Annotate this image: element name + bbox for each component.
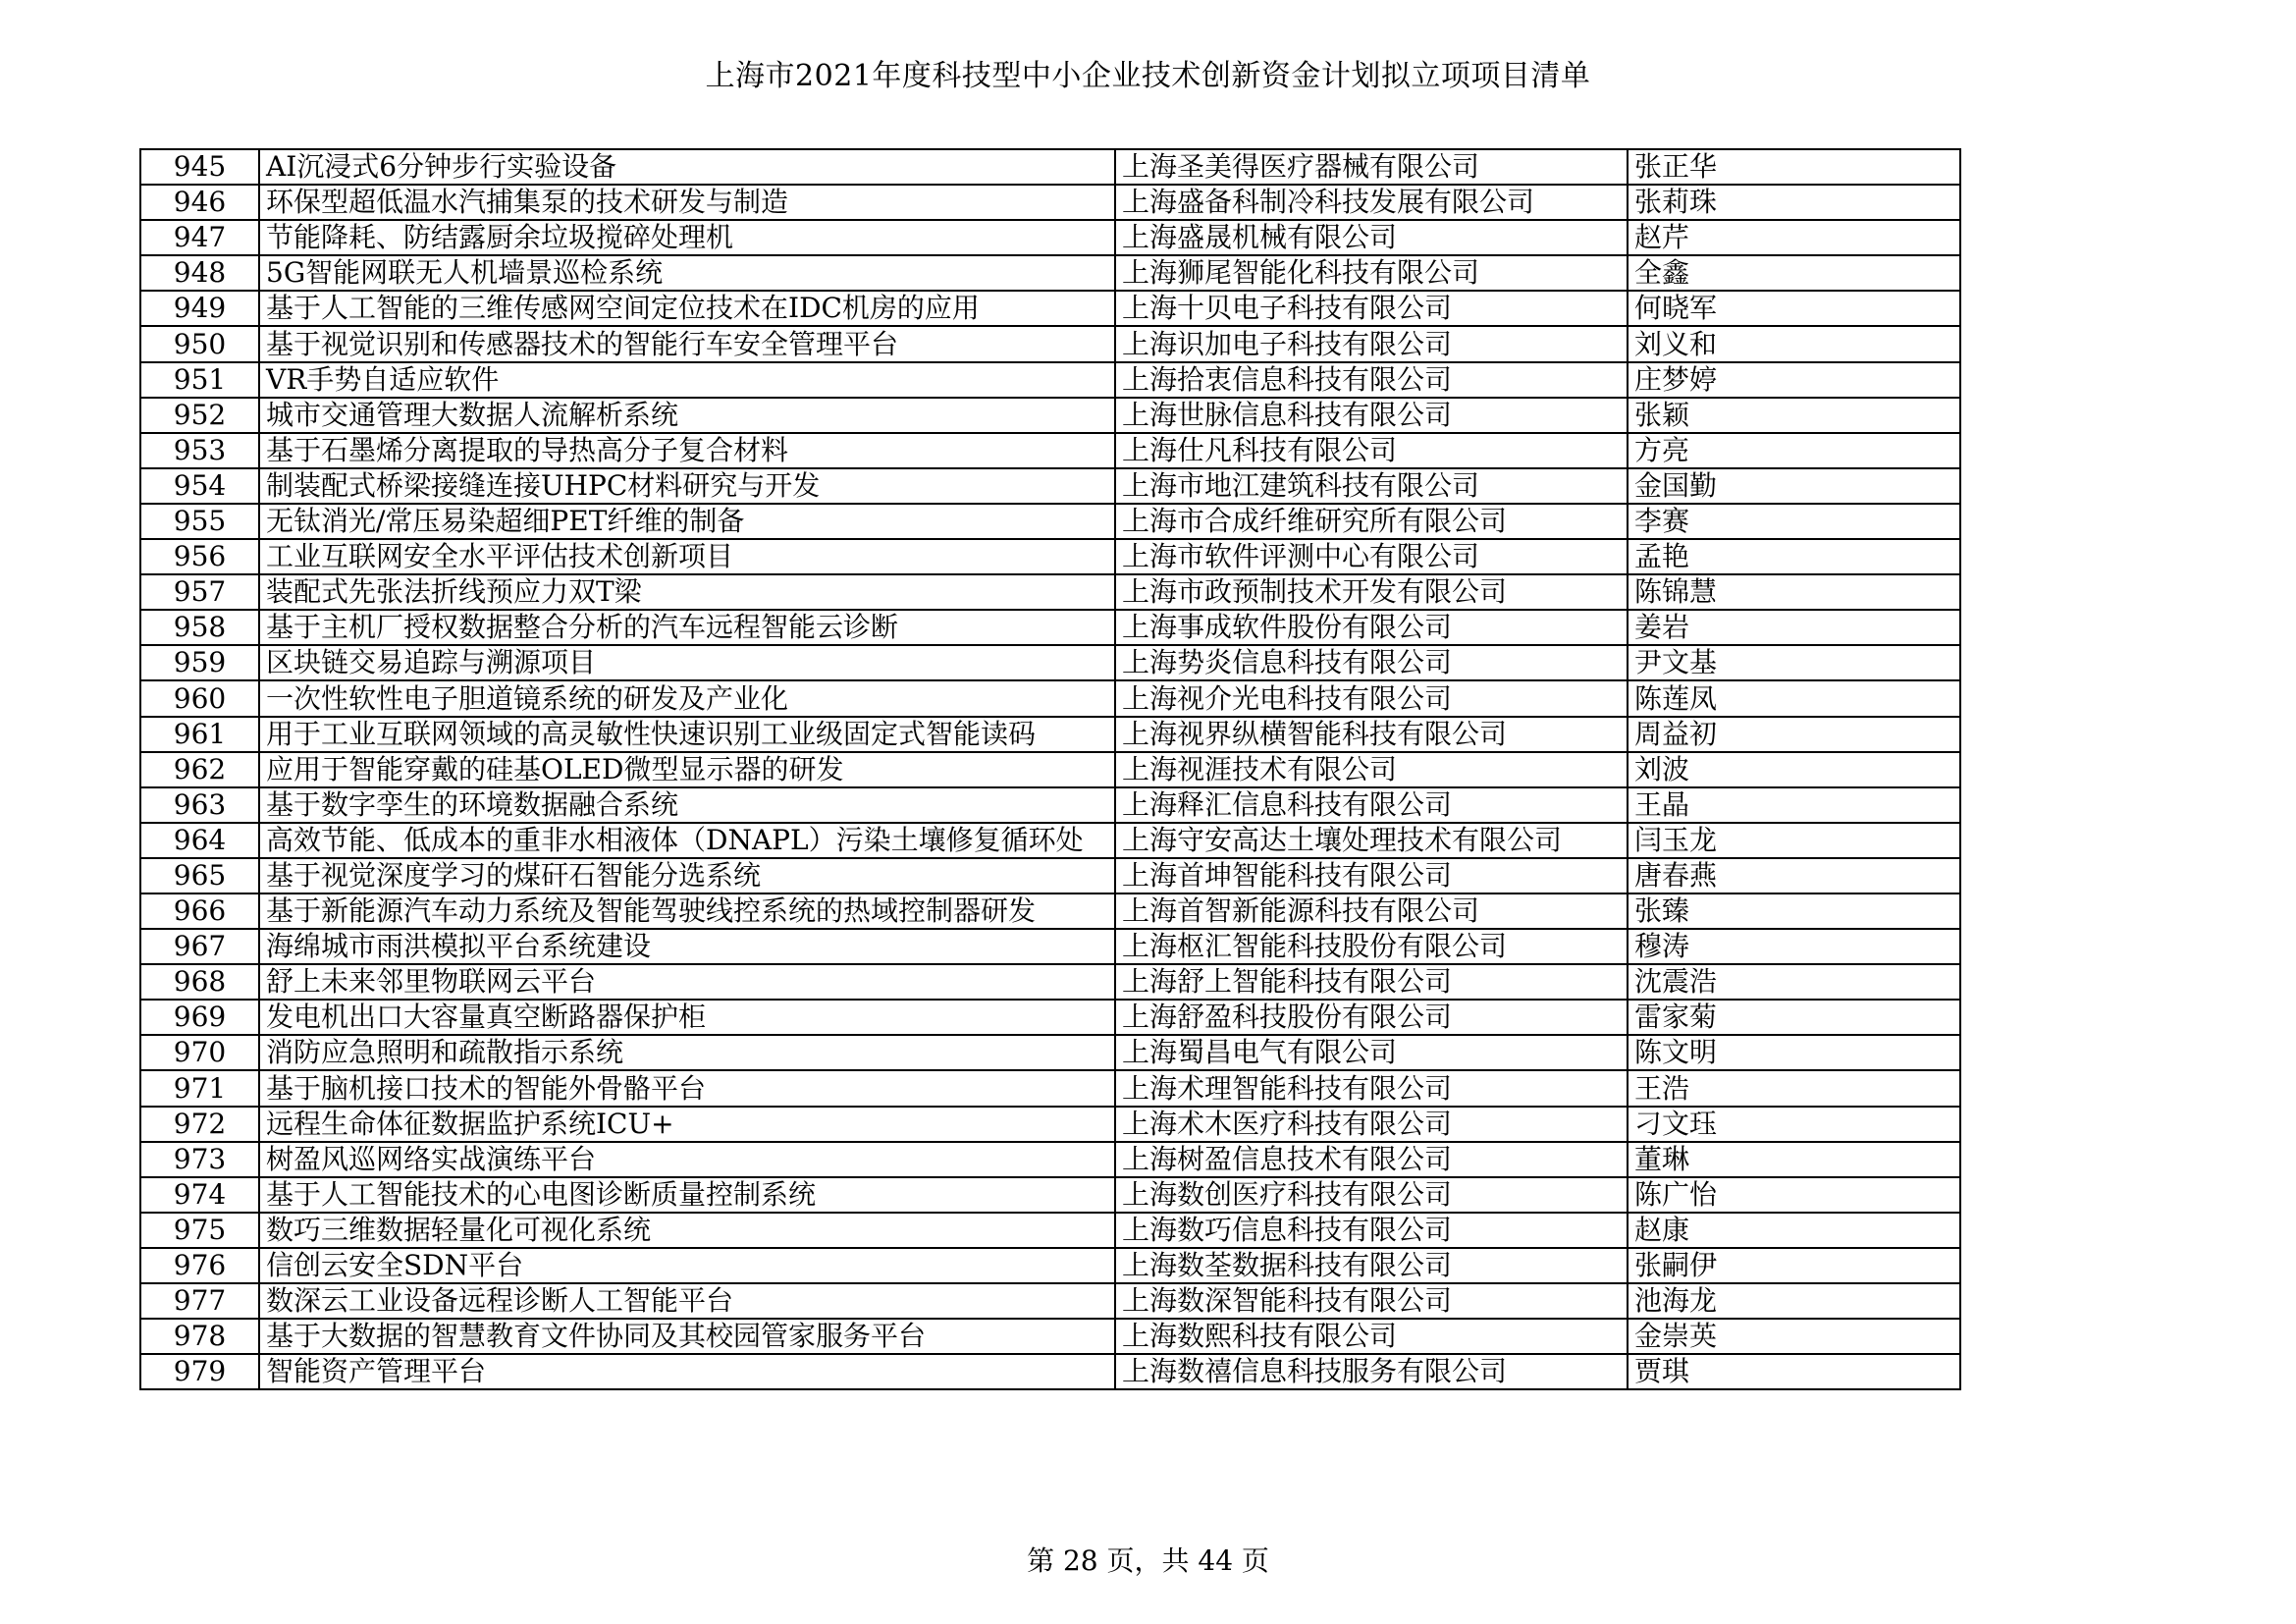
company-name: 上海市合成纤维研究所有限公司 [1115, 504, 1628, 539]
contact-person: 刘义和 [1628, 326, 1960, 361]
contact-person: 陈广怡 [1628, 1177, 1960, 1213]
contact-person: 金国勤 [1628, 468, 1960, 504]
company-name: 上海势炎信息科技有限公司 [1115, 645, 1628, 680]
contact-person: 赵康 [1628, 1213, 1960, 1248]
page-title: 上海市2021年度科技型中小企业技术创新资金计划拟立项项目清单 [705, 59, 1591, 93]
table-row [140, 255, 1960, 291]
company-name: 上海数深智能科技有限公司 [1115, 1283, 1628, 1319]
table-row [140, 468, 1960, 504]
project-name: 5G智能网联无人机墙景巡检系统 [259, 255, 1115, 291]
table-row [140, 752, 1960, 787]
table-row [140, 291, 1960, 326]
project-name: 制装配式桥梁接缝连接UHPC材料研究与开发 [259, 468, 1115, 504]
contact-person: 方亮 [1628, 433, 1960, 468]
row-number: 951 [140, 362, 259, 398]
project-name: 装配式先张法折线预应力双T梁 [259, 574, 1115, 610]
contact-person: 尹文基 [1628, 645, 1960, 680]
contact-person: 沈震浩 [1628, 964, 1960, 1000]
row-number: 959 [140, 645, 259, 680]
company-name: 上海数熙科技有限公司 [1115, 1319, 1628, 1354]
project-name: 基于人工智能技术的心电图诊断质量控制系统 [259, 1177, 1115, 1213]
table-row [140, 1177, 1960, 1213]
row-number: 965 [140, 858, 259, 893]
project-name: 树盈风巡网络实战演练平台 [259, 1142, 1115, 1177]
row-number: 945 [140, 149, 259, 185]
company-name: 上海市地江建筑科技有限公司 [1115, 468, 1628, 504]
table-row [140, 1213, 1960, 1248]
table-row [140, 1248, 1960, 1283]
row-number: 946 [140, 185, 259, 220]
contact-person: 张嗣伊 [1628, 1248, 1960, 1283]
project-name: 应用于智能穿戴的硅基OLED微型显示器的研发 [259, 752, 1115, 787]
contact-person: 王晶 [1628, 787, 1960, 823]
company-name: 上海释汇信息科技有限公司 [1115, 787, 1628, 823]
company-name: 上海视介光电科技有限公司 [1115, 680, 1628, 716]
company-name: 上海蜀昌电气有限公司 [1115, 1035, 1628, 1070]
row-number: 958 [140, 610, 259, 645]
project-name: 基于视觉识别和传感器技术的智能行车安全管理平台 [259, 326, 1115, 361]
row-number: 957 [140, 574, 259, 610]
contact-person: 全鑫 [1628, 255, 1960, 291]
row-number: 961 [140, 717, 259, 752]
row-number: 952 [140, 398, 259, 433]
company-name: 上海数创医疗科技有限公司 [1115, 1177, 1628, 1213]
row-number: 967 [140, 929, 259, 964]
row-number: 971 [140, 1070, 259, 1106]
row-number: 949 [140, 291, 259, 326]
contact-person: 唐春燕 [1628, 858, 1960, 893]
project-name: 数深云工业设备远程诊断人工智能平台 [259, 1283, 1115, 1319]
company-name: 上海仕凡科技有限公司 [1115, 433, 1628, 468]
table-row [140, 717, 1960, 752]
table-row [140, 1070, 1960, 1106]
table-row [140, 645, 1960, 680]
row-number: 960 [140, 680, 259, 716]
contact-person: 李赛 [1628, 504, 1960, 539]
contact-person: 陈莲凤 [1628, 680, 1960, 716]
project-name: 基于新能源汽车动力系统及智能驾驶线控系统的热域控制器研发 [259, 893, 1115, 929]
row-number: 969 [140, 1000, 259, 1035]
contact-person: 张颖 [1628, 398, 1960, 433]
project-table-body [140, 149, 1960, 1389]
project-name: 无钛消光/常压易染超细PET纤维的制备 [259, 504, 1115, 539]
company-name: 上海数巧信息科技有限公司 [1115, 1213, 1628, 1248]
company-name: 上海树盈信息技术有限公司 [1115, 1142, 1628, 1177]
table-row [140, 823, 1960, 858]
company-name: 上海识加电子科技有限公司 [1115, 326, 1628, 361]
project-name: AI沉浸式6分钟步行实验设备 [259, 149, 1115, 185]
contact-person: 贾琪 [1628, 1354, 1960, 1389]
table-row [140, 362, 1960, 398]
row-number: 968 [140, 964, 259, 1000]
project-name: 高效节能、低成本的重非水相液体（DNAPL）污染土壤修复循环处 [259, 823, 1115, 858]
contact-person: 董琳 [1628, 1142, 1960, 1177]
table-row [140, 787, 1960, 823]
contact-person: 张臻 [1628, 893, 1960, 929]
row-number: 947 [140, 220, 259, 255]
contact-person: 池海龙 [1628, 1283, 1960, 1319]
table-row [140, 149, 1960, 185]
contact-person: 陈文明 [1628, 1035, 1960, 1070]
project-name: 基于主机厂授权数据整合分析的汽车远程智能云诊断 [259, 610, 1115, 645]
table-row [140, 1035, 1960, 1070]
contact-person: 穆涛 [1628, 929, 1960, 964]
row-number: 977 [140, 1283, 259, 1319]
contact-person: 姜岩 [1628, 610, 1960, 645]
table-row [140, 1354, 1960, 1389]
table-row [140, 1000, 1960, 1035]
table-row [140, 1319, 1960, 1354]
table-row [140, 574, 1960, 610]
project-name: 一次性软性电子胆道镜系统的研发及产业化 [259, 680, 1115, 716]
company-name: 上海首坤智能科技有限公司 [1115, 858, 1628, 893]
company-name: 上海世脉信息科技有限公司 [1115, 398, 1628, 433]
table-row [140, 858, 1960, 893]
table-row [140, 326, 1960, 361]
table-row [140, 398, 1960, 433]
row-number: 955 [140, 504, 259, 539]
project-name: 基于人工智能的三维传感网空间定位技术在IDC机房的应用 [259, 291, 1115, 326]
company-name: 上海术木医疗科技有限公司 [1115, 1107, 1628, 1142]
company-name: 上海视界纵横智能科技有限公司 [1115, 717, 1628, 752]
company-name: 上海十贝电子科技有限公司 [1115, 291, 1628, 326]
row-number: 973 [140, 1142, 259, 1177]
table-row [140, 539, 1960, 574]
table-row [140, 680, 1960, 716]
table-row [140, 1142, 1960, 1177]
company-name: 上海盛备科制冷科技发展有限公司 [1115, 185, 1628, 220]
project-name: 基于脑机接口技术的智能外骨骼平台 [259, 1070, 1115, 1106]
company-name: 上海首智新能源科技有限公司 [1115, 893, 1628, 929]
project-name: 节能降耗、防结露厨余垃圾搅碎处理机 [259, 220, 1115, 255]
company-name: 上海事成软件股份有限公司 [1115, 610, 1628, 645]
row-number: 962 [140, 752, 259, 787]
contact-person: 雷家菊 [1628, 1000, 1960, 1035]
company-name: 上海盛晟机械有限公司 [1115, 220, 1628, 255]
contact-person: 张正华 [1628, 149, 1960, 185]
company-name: 上海数禧信息科技服务有限公司 [1115, 1354, 1628, 1389]
row-number: 974 [140, 1177, 259, 1213]
table-row [140, 220, 1960, 255]
page-footer: 第 28 页，共 44 页 [1027, 1544, 1269, 1577]
project-table [139, 148, 1961, 1390]
company-name: 上海视涯技术有限公司 [1115, 752, 1628, 787]
contact-person: 闫玉龙 [1628, 823, 1960, 858]
row-number: 978 [140, 1319, 259, 1354]
contact-person: 张莉珠 [1628, 185, 1960, 220]
table-row [140, 433, 1960, 468]
contact-person: 刁文珏 [1628, 1107, 1960, 1142]
company-name: 上海市软件评测中心有限公司 [1115, 539, 1628, 574]
row-number: 970 [140, 1035, 259, 1070]
project-name: 海绵城市雨洪模拟平台系统建设 [259, 929, 1115, 964]
company-name: 上海数荃数据科技有限公司 [1115, 1248, 1628, 1283]
contact-person: 赵芹 [1628, 220, 1960, 255]
row-number: 963 [140, 787, 259, 823]
project-name: 基于数字孪生的环境数据融合系统 [259, 787, 1115, 823]
row-number: 956 [140, 539, 259, 574]
contact-person: 刘波 [1628, 752, 1960, 787]
row-number: 979 [140, 1354, 259, 1389]
contact-person: 孟艳 [1628, 539, 1960, 574]
company-name: 上海市政预制技术开发有限公司 [1115, 574, 1628, 610]
project-name: 城市交通管理大数据人流解析系统 [259, 398, 1115, 433]
contact-person: 金崇英 [1628, 1319, 1960, 1354]
row-number: 948 [140, 255, 259, 291]
row-number: 972 [140, 1107, 259, 1142]
project-name: 智能资产管理平台 [259, 1354, 1115, 1389]
company-name: 上海守安高达土壤处理技术有限公司 [1115, 823, 1628, 858]
project-name: 发电机出口大容量真空断路器保护柜 [259, 1000, 1115, 1035]
table-row [140, 929, 1960, 964]
row-number: 976 [140, 1248, 259, 1283]
row-number: 954 [140, 468, 259, 504]
project-name: 数巧三维数据轻量化可视化系统 [259, 1213, 1115, 1248]
company-name: 上海圣美得医疗器械有限公司 [1115, 149, 1628, 185]
company-name: 上海枢汇智能科技股份有限公司 [1115, 929, 1628, 964]
contact-person: 庄梦婷 [1628, 362, 1960, 398]
row-number: 964 [140, 823, 259, 858]
company-name: 上海拾衷信息科技有限公司 [1115, 362, 1628, 398]
company-name: 上海术理智能科技有限公司 [1115, 1070, 1628, 1106]
project-name: 区块链交易追踪与溯源项目 [259, 645, 1115, 680]
project-name: 环保型超低温水汽捕集泵的技术研发与制造 [259, 185, 1115, 220]
table-row [140, 893, 1960, 929]
row-number: 975 [140, 1213, 259, 1248]
table-row [140, 1283, 1960, 1319]
contact-person: 王浩 [1628, 1070, 1960, 1106]
project-name: 基于石墨烯分离提取的导热高分子复合材料 [259, 433, 1115, 468]
table-row [140, 610, 1960, 645]
project-name: 工业互联网安全水平评估技术创新项目 [259, 539, 1115, 574]
project-name: 基于大数据的智慧教育文件协同及其校园管家服务平台 [259, 1319, 1115, 1354]
table-row [140, 1107, 1960, 1142]
table-row [140, 504, 1960, 539]
table-row [140, 185, 1960, 220]
contact-person: 陈锦慧 [1628, 574, 1960, 610]
project-name: 舒上未来邻里物联网云平台 [259, 964, 1115, 1000]
company-name: 上海舒盈科技股份有限公司 [1115, 1000, 1628, 1035]
project-name: 远程生命体征数据监护系统ICU+ [259, 1107, 1115, 1142]
project-name: 消防应急照明和疏散指示系统 [259, 1035, 1115, 1070]
project-table-container [139, 148, 1961, 1390]
row-number: 966 [140, 893, 259, 929]
project-name: 信创云安全SDN平台 [259, 1248, 1115, 1283]
row-number: 950 [140, 326, 259, 361]
table-row [140, 964, 1960, 1000]
project-name: 用于工业互联网领域的高灵敏性快速识别工业级固定式智能读码 [259, 717, 1115, 752]
project-name: 基于视觉深度学习的煤矸石智能分选系统 [259, 858, 1115, 893]
company-name: 上海舒上智能科技有限公司 [1115, 964, 1628, 1000]
contact-person: 周益初 [1628, 717, 1960, 752]
project-name: VR手势自适应软件 [259, 362, 1115, 398]
company-name: 上海狮尾智能化科技有限公司 [1115, 255, 1628, 291]
row-number: 953 [140, 433, 259, 468]
contact-person: 何晓军 [1628, 291, 1960, 326]
